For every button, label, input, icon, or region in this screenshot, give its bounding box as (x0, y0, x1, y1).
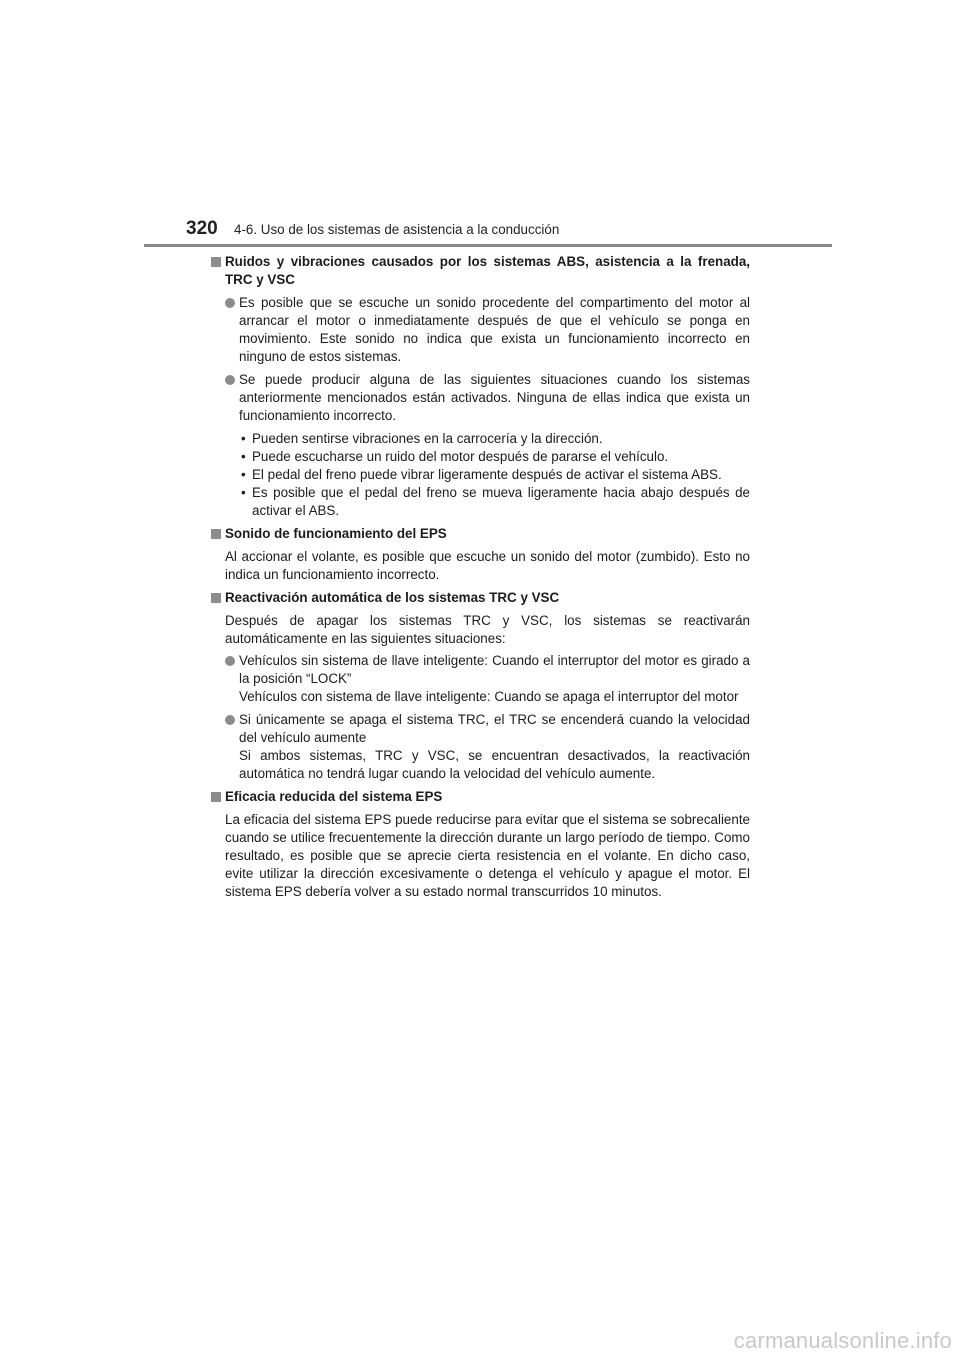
section-eps-sound (210, 525, 750, 584)
dot-bullet-icon: • (241, 485, 246, 500)
list-item (210, 430, 750, 448)
list-item-text: Pueden sentirse vibraciones en la carrocería y la dirección. (252, 431, 603, 446)
section-heading-text: Reactivación automática de los sistemas TRC y VSC (225, 590, 560, 605)
list-item-text: El pedal del freno puede vibrar ligeramente después de activar el sistema ABS. (252, 467, 722, 482)
section-trc-vsc-reactivation (210, 589, 750, 783)
list-item-text: Es posible que el pedal del freno se mueva ligeramente hacia abajo después de activar el ABS. (252, 485, 750, 518)
bullet-text: Es posible que se escuche un sonido procedente del compartimento del motor al arrancar el motor o inmediatamente después de que el vehículo se ponga en movimiento. Este sonido no indica que exista un funcionamiento incorrecto en ninguno de estos sistemas. (239, 295, 750, 364)
bullet-item (210, 294, 750, 366)
section-heading (210, 525, 750, 543)
list-item (210, 448, 750, 466)
bullet-item (210, 711, 750, 783)
circle-bullet-icon (225, 298, 235, 308)
list-item (210, 484, 750, 520)
body-paragraph: Después de apagar los sistemas TRC y VSC, los sistemas se reactivarán automáticamente en las siguientes situaciones: (225, 613, 750, 646)
section-heading-text: Sonido de funcionamiento del EPS (225, 526, 447, 541)
dot-bullet-icon: • (241, 431, 246, 446)
page-number: 320 (186, 218, 218, 239)
square-bullet-icon (211, 792, 221, 802)
square-bullet-icon (211, 529, 221, 539)
square-bullet-icon (211, 257, 221, 267)
square-bullet-icon (211, 593, 221, 603)
circle-bullet-icon (225, 656, 235, 666)
list-item-text: Puede escucharse un ruido del motor después de pararse el vehículo. (252, 449, 669, 464)
section-heading (210, 788, 750, 806)
section-heading-text: Eficacia reducida del sistema EPS (225, 789, 443, 804)
section-heading-text: Ruidos y vibraciones causados por los sistemas ABS, asistencia a la frenada, TRC y VSC (225, 254, 750, 287)
bullet-text: Si únicamente se apaga el sistema TRC, el TRC se encenderá cuando la velocidad del vehículo aumente (239, 712, 750, 745)
circle-bullet-icon (225, 715, 235, 725)
bullet-text-continued: Vehículos con sistema de llave inteligente: Cuando se apaga el interruptor del motor (239, 689, 739, 704)
bullet-text: Se puede producir alguna de las siguientes situaciones cuando los sistemas anteriormente mencionados están activados. Ninguna de ellas indica que exista un funcionamiento incorrecto. (239, 372, 750, 423)
sub-list (210, 430, 750, 520)
header-rule (144, 244, 832, 247)
bullet-item (210, 652, 750, 706)
list-item (210, 466, 750, 484)
section-heading (210, 253, 750, 289)
bullet-item (210, 371, 750, 425)
body-paragraph: La eficacia del sistema EPS puede reducirse para evitar que el sistema se sobrecaliente cuando se utilice frecuentemente la dirección durante un largo período de tiempo. Como resultado, es posible que se aprecie cierta resistencia en el volante. En dicho caso, evite utilizar la dirección excesivamente o detenga el vehículo y apague el motor. El sistema EPS debería volver a su estado normal transcurridos 10 minutos. (225, 812, 750, 899)
page-content (210, 253, 750, 906)
section-abs-noise (210, 253, 750, 520)
watermark: carmanualsonline.info (733, 1328, 952, 1353)
circle-bullet-icon (225, 375, 235, 385)
section-eps-reduced (210, 788, 750, 901)
chapter-title: 4-6. Uso de los sistemas de asistencia a la conducción (234, 222, 560, 237)
bullet-text: Vehículos sin sistema de llave inteligente: Cuando el interruptor del motor es girado a la posición “LOCK” (239, 653, 750, 686)
body-paragraph: Al accionar el volante, es posible que escuche un sonido del motor (zumbido). Esto no indica un funcionamiento incorrecto. (225, 549, 750, 582)
dot-bullet-icon: • (241, 449, 246, 464)
section-heading (210, 589, 750, 607)
bullet-text-continued: Si ambos sistemas, TRC y VSC, se encuentran desactivados, la reactivación automática no tendrá lugar cuando la velocidad del vehículo aumente. (239, 748, 750, 781)
dot-bullet-icon: • (241, 467, 246, 482)
